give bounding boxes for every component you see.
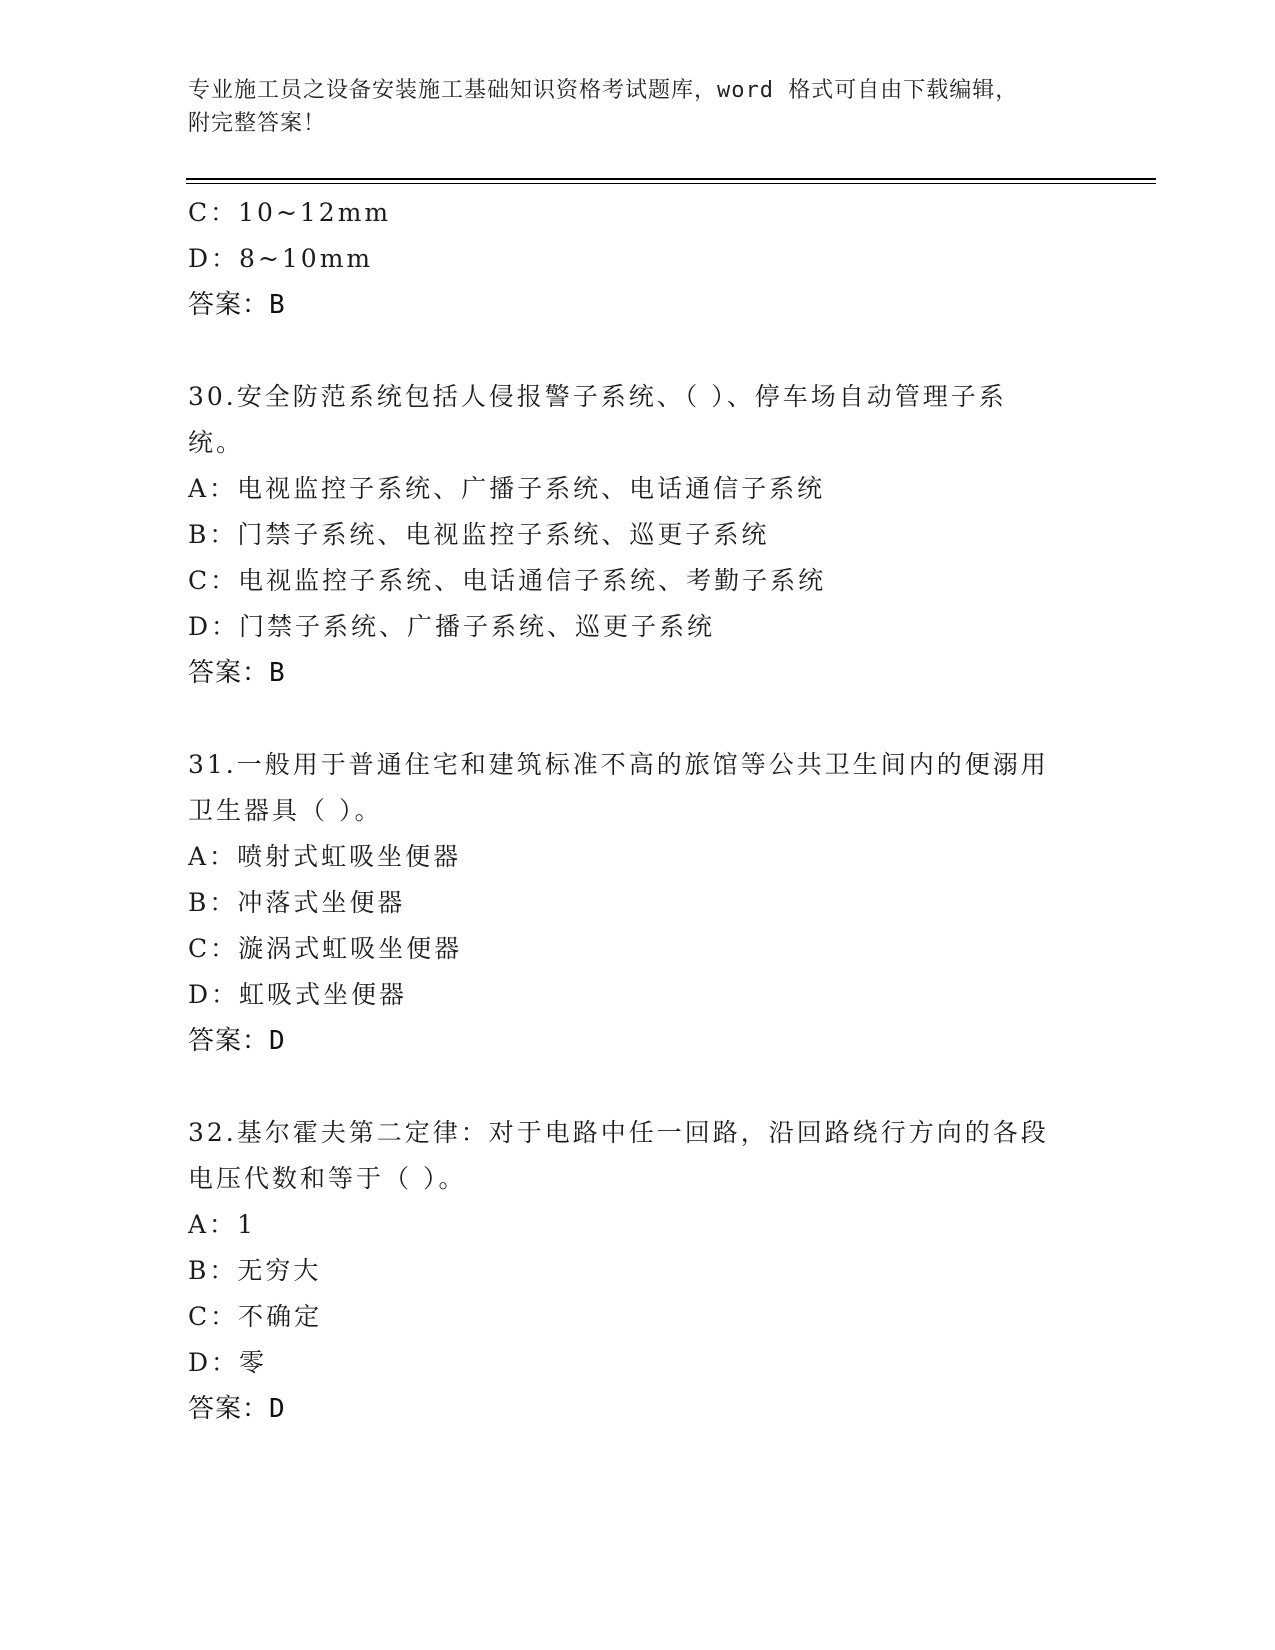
option-key: D： xyxy=(188,612,240,641)
option-line xyxy=(188,558,1088,604)
option-key: B： xyxy=(188,1256,238,1285)
option-text: 冲落式坐便器 xyxy=(237,888,406,917)
option-key: C： xyxy=(188,566,239,595)
answer-line: 答案：D xyxy=(188,1394,286,1424)
option-text: 10~12mm xyxy=(238,198,392,227)
option-key: D： xyxy=(188,244,240,273)
option-text: 虹吸式坐便器 xyxy=(239,980,408,1009)
question-text: 31.一般用于普通住宅和建筑标准不高的旅馆等公共卫生间内的便溺用卫生器具（ ）。 xyxy=(188,750,1049,825)
option-key: A： xyxy=(188,842,238,871)
option-key: C： xyxy=(188,198,239,227)
carryover-block xyxy=(188,190,1088,328)
header-divider-thick xyxy=(186,178,1156,180)
option-text: 门禁子系统、广播子系统、巡更子系统 xyxy=(239,612,716,641)
option-line xyxy=(188,834,1088,880)
option-text: 不确定 xyxy=(238,1302,323,1331)
question-text: 30.安全防范系统包括人侵报警子系统、（ ）、停车场自动管理子系统。 xyxy=(188,382,1007,457)
document-header xyxy=(188,74,1068,140)
option-text: 1 xyxy=(237,1210,256,1239)
option-line xyxy=(188,466,1088,512)
option-key: D： xyxy=(188,1348,240,1377)
option-line xyxy=(188,880,1088,926)
option-text: 8~10mm xyxy=(239,244,374,273)
option-line xyxy=(188,190,1088,236)
question-text: 32.基尔霍夫第二定律：对于电路中任一回路，沿回路绕行方向的各段电压代数和等于（ ）。 xyxy=(188,1118,1049,1193)
option-line xyxy=(188,236,1088,282)
option-text: 喷射式虹吸坐便器 xyxy=(237,842,462,871)
option-key: D： xyxy=(188,980,240,1009)
option-line xyxy=(188,1340,1088,1386)
option-key: A： xyxy=(188,474,238,503)
question-block xyxy=(188,742,1088,1064)
option-key: B： xyxy=(188,520,238,549)
answer-line: 答案：B xyxy=(188,658,286,688)
answer-line: 答案：D xyxy=(188,1026,286,1056)
option-line xyxy=(188,972,1088,1018)
option-line xyxy=(188,604,1088,650)
option-text: 零 xyxy=(239,1348,268,1377)
question-block xyxy=(188,374,1088,696)
option-text: 门禁子系统、电视监控子系统、巡更子系统 xyxy=(237,520,770,549)
option-key: C： xyxy=(188,1302,239,1331)
option-text: 漩涡式虹吸坐便器 xyxy=(238,934,463,963)
option-text: 无穷大 xyxy=(237,1256,322,1285)
option-key: C： xyxy=(188,934,239,963)
option-text: 电视监控子系统、电话通信子系统、考勤子系统 xyxy=(238,566,827,595)
answer-line: 答案：B xyxy=(188,290,286,320)
option-line xyxy=(188,512,1088,558)
option-line xyxy=(188,1202,1088,1248)
question-block xyxy=(188,1110,1088,1432)
question-list xyxy=(188,190,1088,1432)
option-key: B： xyxy=(188,888,238,917)
option-line xyxy=(188,926,1088,972)
option-line xyxy=(188,1248,1088,1294)
header-line-1: 专业施工员之设备安装施工基础知识资格考试题库，word 格式可自由下载编辑， xyxy=(188,78,1019,103)
header-divider-thin xyxy=(186,183,1156,184)
option-key: A： xyxy=(188,1210,238,1239)
header-line-2: 附完整答案！ xyxy=(188,111,327,136)
option-line xyxy=(188,1294,1088,1340)
option-text: 电视监控子系统、广播子系统、电话通信子系统 xyxy=(237,474,826,503)
